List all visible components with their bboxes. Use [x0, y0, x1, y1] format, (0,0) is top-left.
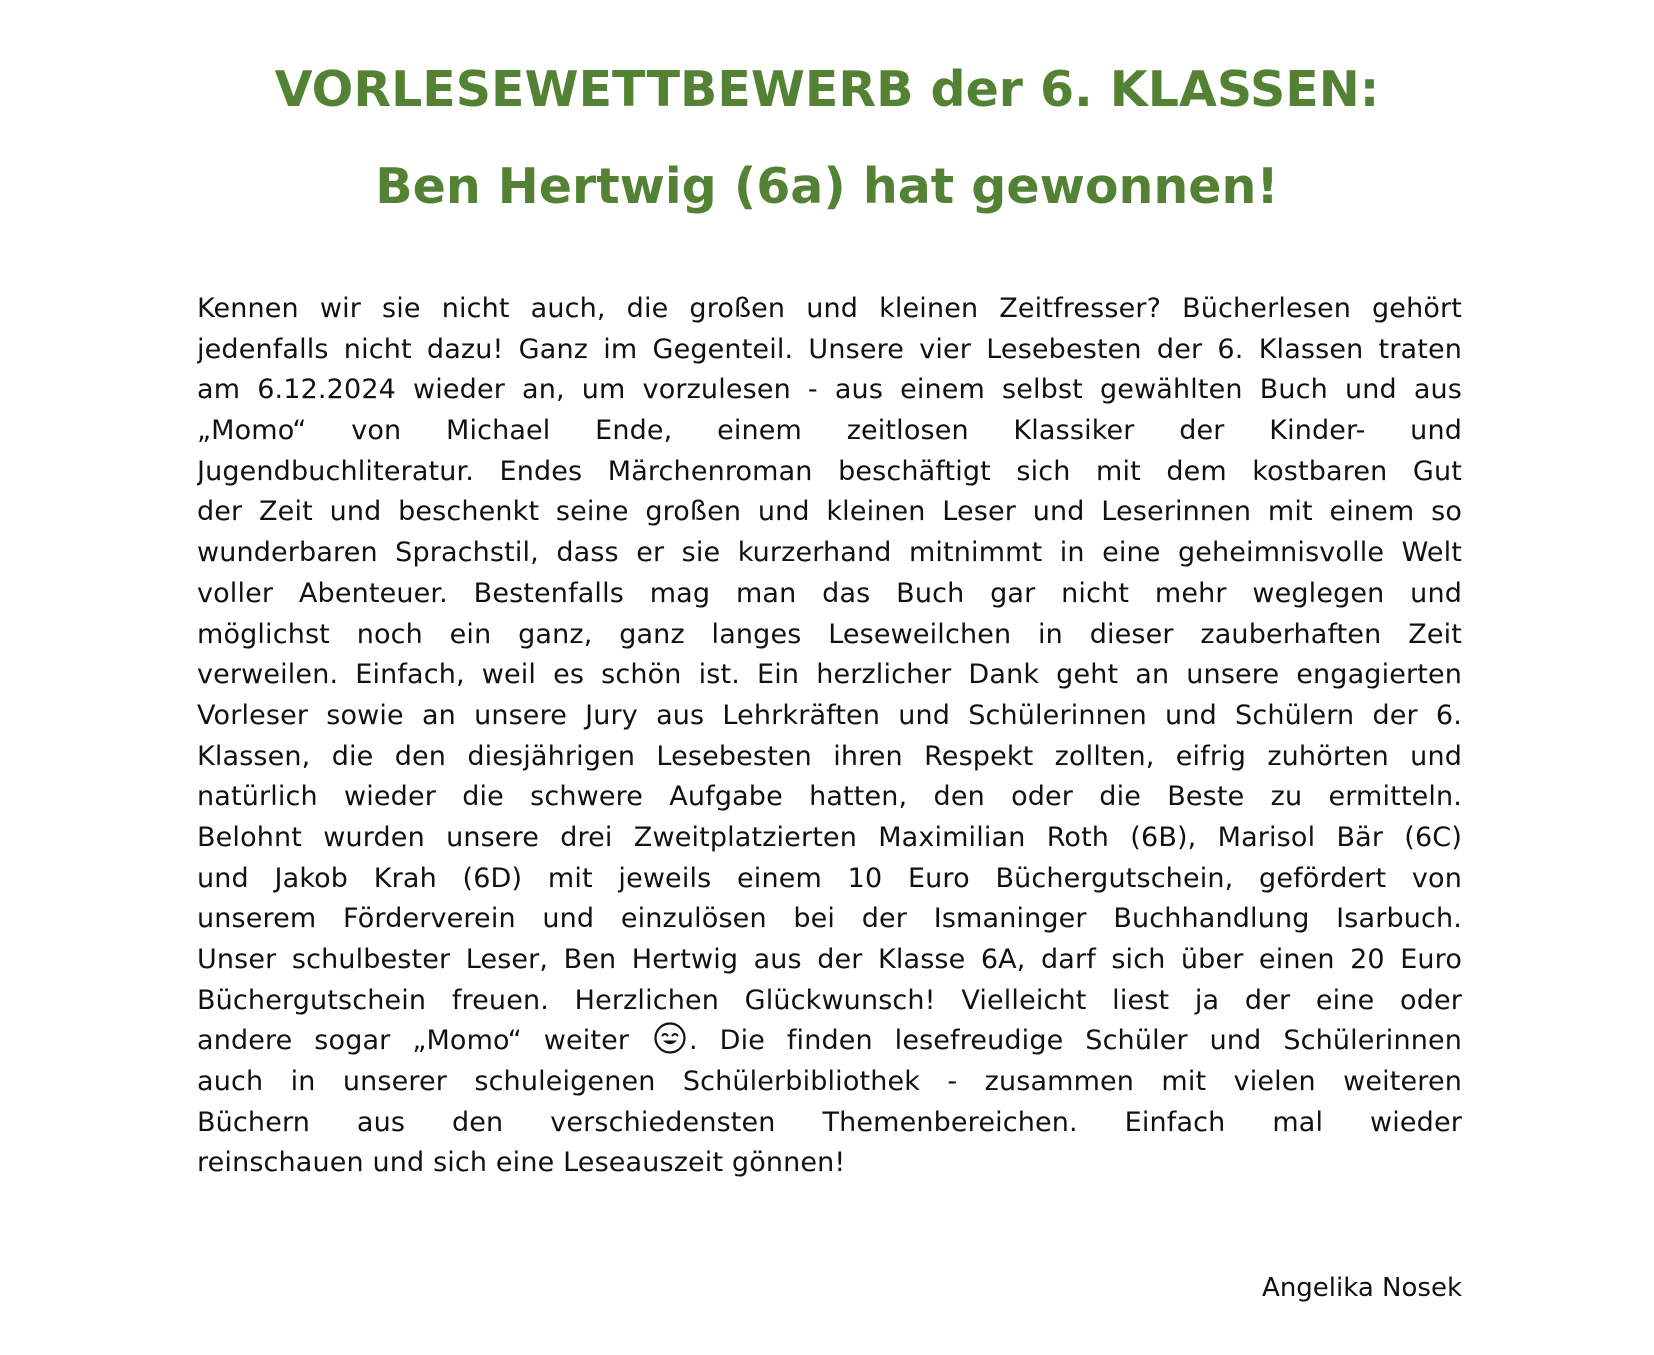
article-line: wunderbaren Sprachstil, dass er sie kurzerhand mitnimmt in eine geheimnisvolle Welt: [197, 537, 1462, 569]
article-line: verweilen. Einfach, weil es schön ist. Ein herzlicher Dank geht an unsere engagierten: [197, 659, 1462, 691]
article-line: Büchern aus den verschiedensten Themenbereichen. Einfach mal wieder: [197, 1106, 1462, 1138]
emoji-line-before: andere sogar „Momo“ weiter: [197, 1025, 630, 1057]
article-line: „Momo“ von Michael Ende, einem zeitlosen Klassiker der Kinder- und: [197, 415, 1462, 447]
article-line: auch in unserer schuleigenen Schülerbibliothek - zusammen mit vielen weiteren: [197, 1066, 1462, 1098]
article-line: möglichst noch ein ganz, ganz langes Leseweilchen in dieser zauberhaften Zeit: [197, 618, 1462, 650]
article-line: und Jakob Krah (6D) mit jeweils einem 10 Euro Büchergutschein, gefördert von: [197, 862, 1462, 894]
article-line: Belohnt wurden unsere drei Zweitplatzierten Maximilian Roth (6B), Marisol Bär (6C): [197, 821, 1462, 853]
author-signature: Angelika Nosek: [1262, 1273, 1462, 1303]
article-line: natürlich wieder die schwere Aufgabe hatten, den oder die Beste zu ermitteln.: [197, 781, 1462, 813]
article-last-line: reinschauen und sich eine Leseauszeit gönnen!: [197, 1147, 846, 1179]
article-line: Unser schulbester Leser, Ben Hertwig aus der Klasse 6A, darf sich über einen 20 Euro: [197, 944, 1462, 975]
article-line: Büchergutschein freuen. Herzlichen Glückwunsch! Vielleicht liest ja der eine oder: [197, 984, 1462, 1016]
article-line: am 6.12.2024 wieder an, um vorzulesen - aus einem selbst gewählten Buch und aus: [197, 374, 1462, 406]
article-line-with-emoji: [197, 1021, 1462, 1062]
article-line: voller Abenteuer. Bestenfalls mag man das Buch gar nicht mehr weglegen und: [197, 577, 1462, 609]
article-line: jedenfalls nicht dazu! Ganz im Gegenteil. Unsere vier Lesebesten der 6. Klassen traten: [197, 333, 1462, 365]
headline-line-1: VORLESEWETTBEWERB der 6. KLASSEN:: [274, 61, 1380, 118]
article-line: Kennen wir sie nicht auch, die großen und kleinen Zeitfresser? Bücherlesen gehört: [197, 293, 1462, 324]
smiling-face-icon: [653, 1021, 687, 1055]
article-body: [197, 289, 1462, 1184]
article-line: Klassen, die den diesjährigen Lesebesten ihren Respekt zollten, eifrig zuhörten und: [197, 740, 1462, 772]
emoji-line-after: . Die finden lesefreudige Schüler und Schülerinnen: [689, 1025, 1462, 1057]
article-line: der Zeit und beschenkt seine großen und kleinen Leser und Leserinnen mit einem so: [197, 496, 1462, 528]
article-line: Jugendbuchliteratur. Endes Märchenroman beschäftigt sich mit dem kostbaren Gut: [197, 455, 1462, 487]
article-line: unserem Förderverein und einzulösen bei der Ismaninger Buchhandlung Isarbuch.: [197, 903, 1462, 935]
headline-line-2: Ben Hertwig (6a) hat gewonnen!: [375, 158, 1279, 215]
article-line: Vorleser sowie an unsere Jury aus Lehrkräften und Schülerinnen und Schülern der 6.: [197, 699, 1462, 731]
